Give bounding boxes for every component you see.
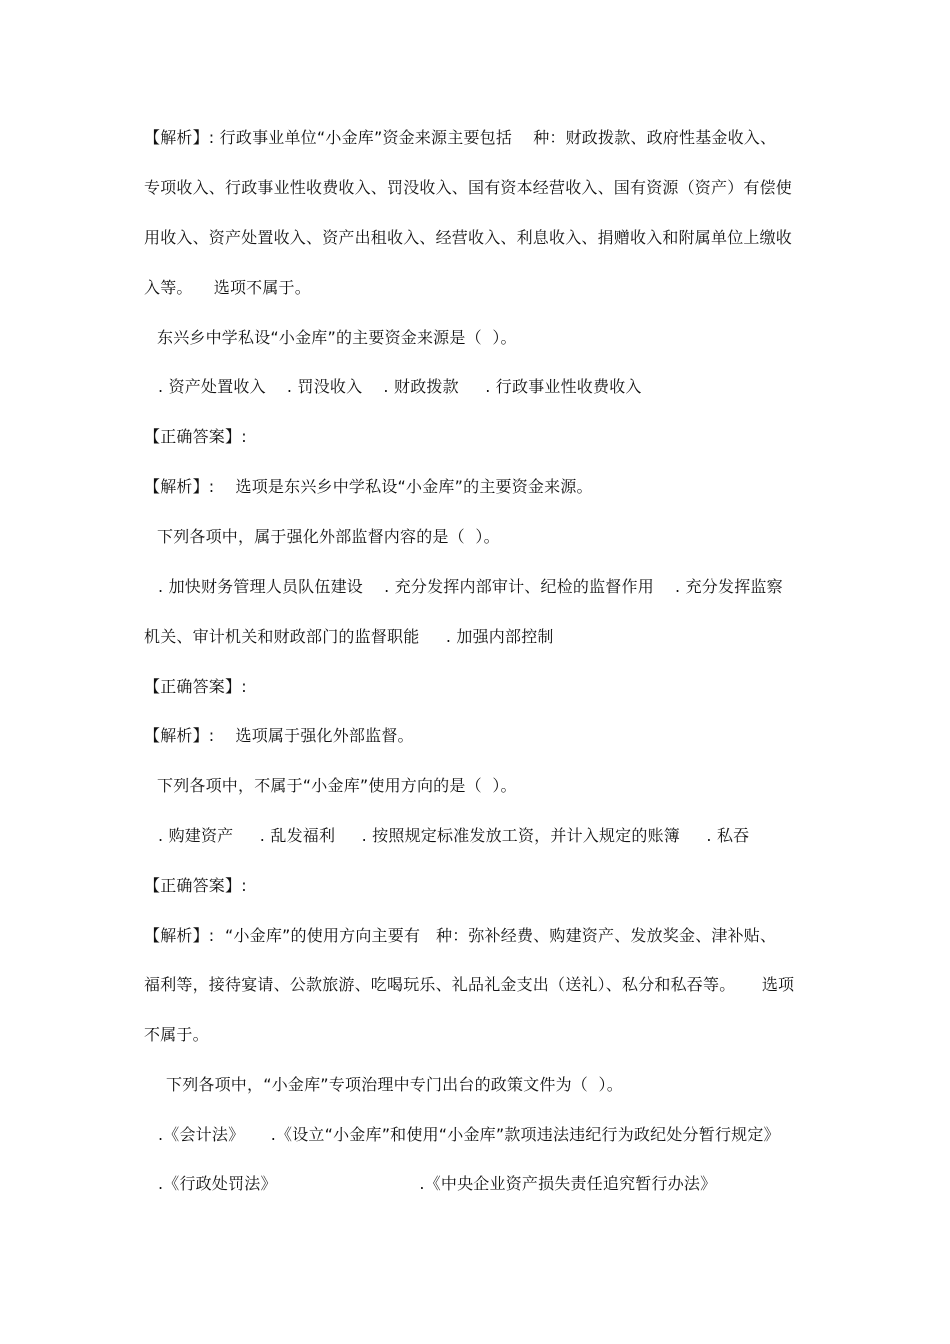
- analysis-line-1: 【解析】: “小金库”的使用方向主要有 种：弥补经费、购建资产、发放奖金、津补贴、: [144, 926, 777, 945]
- question-4-options-line-1: .《会计法》 .《设立“小金库”和使用“小金库”款项违法违纪行为政纪处分暂行规定》: [158, 1125, 780, 1144]
- analysis-line: 【解析】: 选项属于强化外部监督。: [144, 726, 414, 745]
- question-2-options-line-2: 机关、审计机关和财政部门的监督职能 . 加强内部控制: [144, 627, 554, 646]
- question-1: 东兴乡中学私设“小金库”的主要资金来源是（ ）。: [157, 328, 517, 347]
- question-2: 下列各项中，属于强化外部监督内容的是（ ）。: [157, 527, 500, 546]
- analysis-line-3: 用收入、资产处置收入、资产出租收入、经营收入、利息收入、捐赠收入和附属单位上缴收: [144, 228, 793, 247]
- analysis-line-3: 不属于。: [144, 1025, 209, 1044]
- correct-answer-label: 【正确答案】:: [144, 427, 247, 446]
- question-1-options: . 资产处置收入 . 罚没收入 . 财政拨款 . 行政事业性收费收入: [158, 377, 642, 396]
- question-2-options-line-1: . 加快财务管理人员队伍建设 . 充分发挥内部审计、纪检的监督作用 . 充分发挥监察: [158, 577, 783, 596]
- question-4-options-line-2: .《行政处罚法》 .《中央企业资产损失责任追究暂行办法》: [158, 1174, 717, 1193]
- analysis-line-1: 【解析】: 行政事业单位“小金库”资金来源主要包括 种：财政拨款、政府性基金收入、: [144, 128, 777, 147]
- question-4: 下列各项中，“小金库”专项治理中专门出台的政策文件为（ ）。: [166, 1075, 623, 1094]
- correct-answer-label: 【正确答案】:: [144, 876, 247, 895]
- correct-answer-label: 【正确答案】:: [144, 677, 247, 696]
- analysis-line: 【解析】: 选项是东兴乡中学私设“小金库”的主要资金来源。: [144, 477, 593, 496]
- question-3: 下列各项中，不属于“小金库”使用方向的是（ ）。: [157, 776, 517, 795]
- question-3-options: . 购建资产 . 乱发福利 . 按照规定标准发放工资，并计入规定的账簿 . 私吞: [158, 826, 750, 845]
- analysis-line-2: 福利等，接待宴请、公款旅游、吃喝玩乐、礼品礼金支出（送礼）、私分和私吞等。 选项: [144, 975, 795, 994]
- analysis-line-2: 专项收入、行政事业性收费收入、罚没收入、国有资本经营收入、国有资源（资产）有偿使: [144, 178, 793, 197]
- analysis-line-4: 入等。 选项不属于。: [144, 278, 311, 297]
